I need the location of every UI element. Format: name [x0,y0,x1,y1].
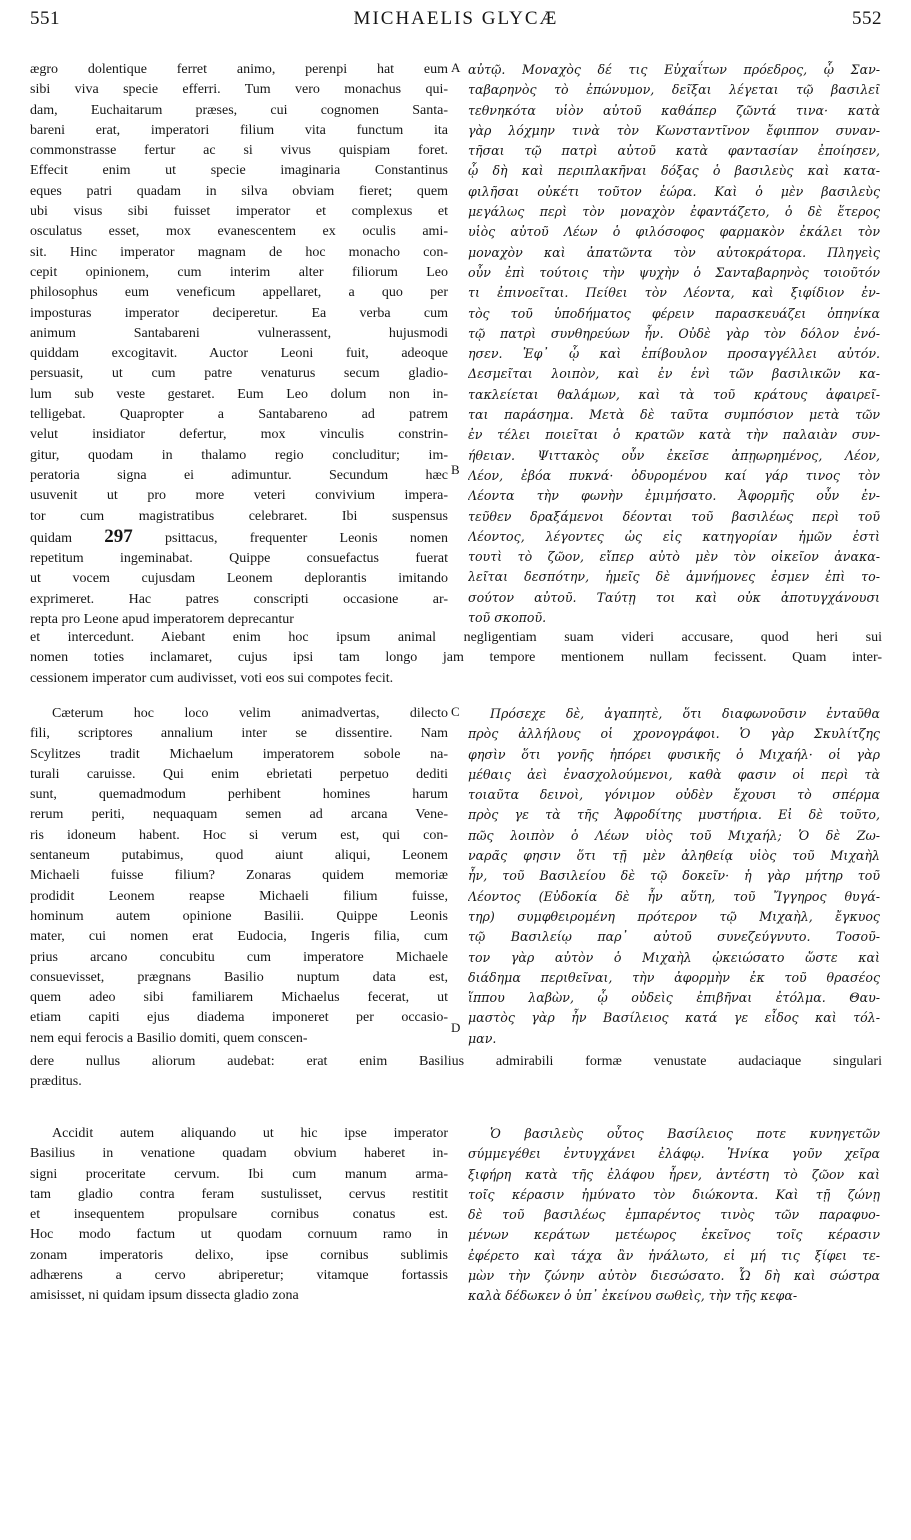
latin-text-line: bareni erat, imperatori filium vita functum ita [30,122,448,138]
latin-text-line: amisisset, ni quidam ipsum dissecta gladio zona [30,1288,299,1304]
full-width-text-line: cessionem imperator cum audivisset, voti eos sui compotes fecit. [30,670,394,686]
latin-text-line: Cæterum hoc loco velim animadvertas, dilecto [52,706,448,721]
greek-text-line: Λέοντος (Εὐδοκία δὲ ἦν αὕτη, τοῦ Ἴγγηρος θυγά- [468,888,880,904]
latin-text-line: Effecit enim ut specie imaginaria Constantinus [30,163,448,179]
greek-text-line: δὲ τοῦ βασιλέως ἐμπαρέντος τινὸς τῶν παραφυο- [468,1207,880,1223]
latin-column-section-3 [30,1124,448,1307]
latin-text-line: ubi visus sibi fuisset imperator et complexus et [30,204,448,220]
latin-text-line: Basilius in venatione quadam obvium haberet in- [30,1146,448,1162]
full-width-text-line: et intercedunt. Aiebant enim hoc ipsum animal negligentiam suam videri accusare, quod heri sui [30,630,882,645]
latin-text-line: sentaneum putabimus, quod aiunt aliqui, Leonem [30,848,448,864]
greek-text-line: Δεσμεῖται λοιπὸν, καὶ ἐν ἑνὶ τῶν βασιλικῶν κα- [468,366,880,382]
latin-text-line: turali caruisse. Qui enim ebrietati perpetuo dediti [30,766,448,782]
greek-text-line: τακλείεται θαλάμων, καὶ τὰ τοῦ κράτους ἀφαιρεῖ- [468,386,880,402]
greek-text-line: ἦν, τοῦ Βασιλείου δὲ τῷ δοκεῖν· ἡ γὰρ μήτηρ τοῦ [468,868,880,884]
greek-text-line: μέθαις ἀεὶ ἐνασχολούμενοι, καθὰ φασιν οἱ περὶ τὰ [468,766,880,782]
latin-text-line: usuvenit ut pro more veteri convivium impera- [30,488,448,504]
greek-text-line: λεῖται δεσπότην, ἡμεῖς δὲ ἀμνήμονες ἐσμεν ἐπὶ το- [468,569,880,585]
greek-text-line: πρὸς γε τὰ τῆς Ἀφροδίτης μυστήρια. Εἰ δὲ τοῦτο, [468,807,880,823]
greek-text-line: Λέον, ἐβόα πυκνά· ὀδυρομένου καί γάρ τινος τὸν [468,467,880,483]
latin-text-line: velut insidiator defertur, mox vinculis constrin- [30,427,448,443]
greek-text-line: τοῖς κέρασιν ἠμύνατο τὸν διώκοντα. Καὶ τῇ ζώνῃ [468,1186,880,1202]
running-title: MICHAELIS GLYCÆ [353,8,559,29]
greek-text-line: τηρ) συμφθειρομένη πρότερον τῷ Μιχαὴλ, ἔγκυος [468,908,880,924]
greek-text-line: τοῦ σκοποῦ. [468,610,547,626]
greek-column-section-3 [468,1124,880,1307]
latin-text-line: rerum periti, nequaquam semen ad arcana Vene- [30,807,448,823]
full-width-text-section-1 [30,628,882,689]
margin-marker-d: D [451,1020,461,1035]
latin-text-line: prodidit Leonem reapse Michaeli filium fuisse, [30,888,448,904]
latin-text-line: gitur, quodam in thalamo regio concluditur; im- [30,447,448,463]
greek-text-line: ἵππου λαβὼν, ᾧ οὐδεὶς ἐπιβῆναι ἐτόλμα. Θαυ- [468,990,880,1006]
full-width-text-section-2 [30,1052,882,1093]
greek-text-line: υἱὸς αὐτοῦ Λέων ὁ φιλόσοφος φαρμακὸν ἐκάλει τὸν [468,224,880,240]
latin-text-line: et insequentem propulsare cornibus conatus est. [30,1207,448,1223]
latin-text-line: prius arcano concubitu cum imperatore Michaele [30,949,448,965]
greek-text-line: ναρᾶς φησιν ὅτι τῇ μὲν ἀληθείᾳ υἱὸς τοῦ Μιχαὴλ [468,848,880,864]
greek-text-line: πῶς λοιπὸν ὁ Λέων υἱὸς τοῦ Μιχαήλ; Ὁ δὲ Ζω- [468,827,880,843]
latin-text-line: commonstrasse fertur ac si vivus quispiam foret. [30,143,448,159]
greek-text-line: σούτον αὐτοῦ. Ταύτῃ τοι καὶ οὐκ ἀποτυγχάνουσι [468,589,880,605]
greek-text-line: Ὁ βασιλεὺς οὗτος Βασίλειος ποτε κυνηγετῶν [490,1126,880,1141]
latin-text-line: ut vocem cujusdam Leonem deplorantis imitando [30,571,448,587]
latin-text-line: consuevisset, prægnans Basilio nuptum data est, [30,969,448,985]
greek-text-line: τὸς τοῦ ὑποδήματος φέρειν παρασκευάζει ὁπηνίκα [468,305,880,321]
latin-text-line: signi proceritate cervum. Ibi cum manum arma- [30,1166,448,1182]
latin-column-section-2 [30,704,448,1049]
latin-text-line: cepit opinionem, cum interim alter filiorum Leo [30,264,448,280]
greek-column-section-1 [468,60,880,628]
greek-text-line: ξιφήρη κατὰ τῆς ἐλάφου ἦρεν, ἀντέστη τὸ ζῶον καὶ [468,1166,880,1182]
greek-text-line: ᾧ δὴ καὶ περιπλακῆναι δόξας ὁ βασιλεὺς καὶ κατα- [468,163,880,179]
full-width-text-line: præditus. [30,1074,82,1090]
latin-text-line: quiddam excogitavit. Auctor Leoni fuit, adeoque [30,346,448,362]
greek-text-line: μοναχὸν καὶ ἀπατῶντα τὸν αὐτοκράτορα. Πληγεὶς [468,244,880,260]
latin-text-line: ris idoneum habent. Hoc si verum est, qui con- [30,827,448,843]
right-page-number: 552 [852,8,882,29]
latin-text-line: animum Santabareni vulnerassent, hujusmodi [30,325,448,341]
latin-text-line: mater, cui nomen erat Eudocia, Ingeris filia, cum [30,929,448,945]
page-header [30,8,882,36]
greek-text-line: τῷ πατρὶ συνθηρεύων ἦν. Οὐδὲ γὰρ τὸν δόλον ἐνό- [468,325,880,341]
latin-text-line: persuasit, ut cum patre venaturus secum gladio- [30,366,448,382]
column-number: 297 [104,526,133,547]
latin-text-line: lum sub veste gestaret. Eum Leo dolum non in- [30,386,448,402]
latin-text-line: telligebat. Quapropter a Santabareno ad patrem [30,407,448,423]
greek-text-line: τον γὰρ αὐτὸν ὁ Μιχαὴλ ᾠκειώσατο ὥστε καὶ [468,949,880,965]
latin-text-line: Michaeli fuisse filium? Zonaras quidem memoriæ [30,868,448,884]
line-prefix: quidam [30,530,105,546]
latin-text-line: quem adeo sibi familiarem Michaelus fecerat, ut [30,990,448,1006]
greek-text-line: μὼν τὴν ζώνην αὐτὸν διεσώσατο. Ὧ δὴ καὶ σώστρα [468,1268,880,1284]
latin-text-line: dam, Euchaitarum præses, cui cognomen Santa- [30,102,448,118]
latin-text-line: sit. Hinc imperator magnam de hoc monacho con- [30,244,448,260]
greek-text-line: τῷ Βασιλείῳ παρ᾽ αὐτοῦ συνεζεύγνυτο. Τοσοῦ- [468,929,880,945]
latin-text-line: Accidit autem aliquando ut hic ipse imperator [52,1126,448,1141]
greek-text-line: ἐν τέλει ποιεῖται ὁ κρατῶν κατὰ τὴν παλαιὰν συν- [468,427,880,443]
greek-text-line: τῆσαι τῷ πατρὶ αὐτοῦ κατὰ φαντασίαν ἐποίησεν, [468,143,880,159]
greek-text-line: μεγάλως περὶ τὸν μοναχὸν ἐφαντάζετο, ὁ δὲ ἕτερος [468,204,880,220]
greek-column-section-2 [468,704,880,1049]
greek-text-line: τεῦθεν δραξάμενοι δέονται τοῦ βασιλέως περὶ τοῦ [468,508,880,524]
greek-text-line: Λέοντος, λέγοντες ὡς εἰς κατηγορίαν ἡμῶν ἐστὶ [468,528,880,544]
latin-text-line [30,527,448,549]
greek-text-line: ταβαρηνὸς τὸ ἐπώνυμον, δεῖξαι λέγεται τῷ βασιλεῖ [468,82,880,98]
greek-text-line: μαστὸς γὰρ ἦν Βασίλειος κατά γε εἶδος καὶ τόλ- [468,1010,880,1026]
greek-text-line: τι ἐπινοεῖται. Πείθει τὸν Λέοντα, καὶ ξιφίδιον ἐν- [468,285,880,301]
greek-text-line: μένων κεράτων μετέωρος ἐκεῖνος τοῖς κέρασιν [468,1227,880,1243]
latin-text-line: philosophus eum veneficum appellaret, a quo per [30,285,448,301]
latin-text-line: imposturas imperator deciperetur. Ea verba cum [30,305,448,321]
latin-text-line: osculatus esset, mox evanescentem ex oculis ami- [30,224,448,240]
greek-text-line: ται παράσημα. Μετὰ δὲ ταῦτα συμπόσιον μετὰ τῶν [468,407,880,423]
latin-text-line: repetitum ingeminabat. Quippe consuefactus fuerat [30,551,448,567]
greek-text-line: φιλῆσαι οὐκέτι τοῦτον ἑώρα. Καὶ ὁ μὲν βασιλεὺς [468,183,880,199]
latin-text-line: peratoria signa ei adimuntur. Secundum hæc [30,467,448,483]
greek-text-line: τουτὶ τὸ ζῶον, εἴπερ αὐτὸ μὲν τὸν οἰκεῖον ἀνακα- [468,549,880,565]
greek-text-line: φησὶν ὅτι γονῆς ἠπόρει φυσικῆς ὁ Μιχαήλ· οἱ γὰρ [468,746,880,762]
margin-marker-c: C [451,704,460,719]
latin-text-line: tam gladio contra feram sustulisset, cervus restitit [30,1186,448,1202]
greek-text-line: σύμμεγέθει ἐντυγχάνει ἐλάφῳ. Ἡνίκα γοῦν χεῖρα [468,1146,880,1162]
latin-text-line: fili, scriptores annalium inter se dissentire. Nam [30,726,448,742]
latin-text-line: sibi viva specie efferri. Tum vero monachus qui- [30,82,448,98]
latin-text-line: exprimeret. Hac patres conscripti occasione ar- [30,591,448,607]
latin-text-line: etiam capiti ejus diadema imponeret per occasio- [30,1010,448,1026]
latin-text-line: zonam imperatoris delixo, ipse cornibus sublimis [30,1247,448,1263]
latin-text-line: Hoc modo factum ut quodam cornuum ramo in [30,1227,448,1243]
left-page-number: 551 [30,8,60,29]
latin-text-line: repta pro Leone apud imperatorem deprecantur [30,612,294,628]
latin-text-line: eques patri quadam in silva obviam fieret; quem [30,183,448,199]
latin-text-line: adhærens a cervo abriperetur; vitamque fortassis [30,1268,448,1284]
greek-text-line: μαν. [468,1030,497,1046]
margin-marker-b: B [451,462,460,477]
latin-text-line: tor cum magistratibus celebraret. Ibi suspensus [30,508,448,524]
greek-text-line: διάδημα περιθεῖναι, τὴν ἀφορμὴν ἐκ τοῦ θρασέος [468,969,880,985]
full-width-text-line: nomen toties inclamaret, cujus ipsi tam longo jam tempore mentionem nullam fecissent. Quam inter- [30,650,882,666]
latin-text-line: hominum autem opinione Basilii. Quippe Leonis [30,908,448,924]
greek-text-line: Πρόσεχε δὲ, ἀγαπητὲ, ὅτι διαφωνοῦσιν ἐνταῦθα [490,706,880,721]
margin-marker-a: A [451,60,461,75]
latin-text-line: sunt, quemadmodum perhibent homines harum [30,787,448,803]
greek-text-line: γὰρ λόχμην τινὰ τὸν Κωνσταντῖνον ἔφιππον συναν- [468,122,880,138]
greek-text-line: οὖν ἐπὶ τούτοις τὴν ψυχὴν ὁ Σανταβαρηνὸς τοιοῦτόν [468,264,880,280]
latin-text-line: nem equi ferocis a Basilio domiti, quem conscen- [30,1030,308,1046]
greek-text-line: αὐτῷ. Μοναχὸς δέ τις Εὐχαΐτων πρόεδρος, ᾧ Σαν- [468,62,880,77]
greek-text-line: τεθνηκότα υἱὸν αὐτοῦ καθάπερ ζῶντά τινα· κατὰ [468,102,880,118]
greek-text-line: καλὰ δέδωκεν ὁ ὑπ᾽ ἐκείνου σωθεὶς, τὴν τῆς κεφα- [468,1288,798,1304]
latin-column-section-1 [30,60,448,630]
greek-text-line: Λέοντα τὴν φωνὴν ἐμιμήσατο. Ἀφορμῆς οὖν ἐν- [468,488,880,504]
greek-text-line: ἐφέρετο καὶ τάχα ἂν ἠνάλωτο, εἰ μή τις ξίφει τε- [468,1247,880,1263]
greek-text-line: πρὸς ἀλλήλους οἱ χρονογράφοι. Ὁ γὰρ Σκυλίτζης [468,726,880,742]
greek-text-line: ησεν. Ἐφ᾽ ᾧ καὶ ἐπίβουλον προσαγγέλλει αὐτόν. [468,346,880,362]
greek-text-line: ήθειαν. Ψιττακὸς οὖν ἐκεῖσε ἀπῃωρημένος, Λέον, [468,447,880,463]
line-suffix: psittacus, frequenter Leonis nomen [132,530,448,546]
latin-text-line: Scylitzes tradit Michaelum imperatorem sobole na- [30,746,448,762]
latin-text-line: ægro dolentique ferret animo, perenpi hat eum [30,62,448,77]
greek-text-line: τοιαῦτα δεινοὶ, γόνιμον οὐδὲν ἔχουσι τὸ σπέρμα [468,787,880,803]
full-width-text-line: dere nullus aliorum audebat: erat enim Basilius admirabili formæ venustate audaciaque singulari [30,1054,882,1069]
